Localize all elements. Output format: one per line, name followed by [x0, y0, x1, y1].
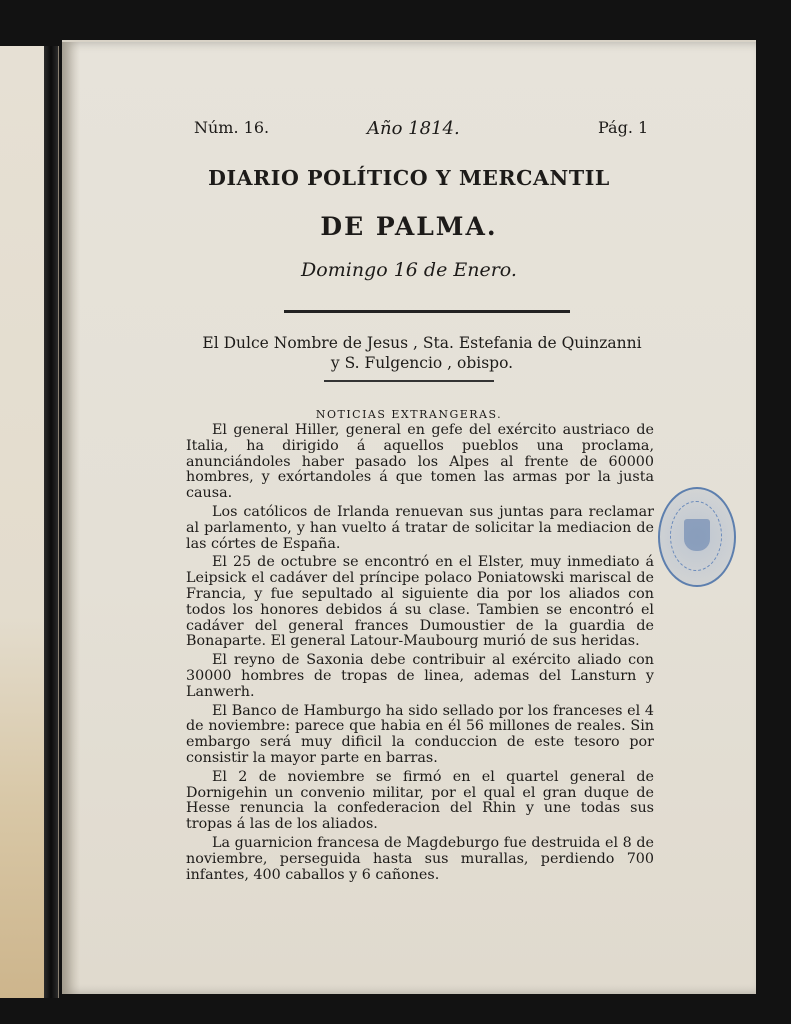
- page-number: Pág. 1: [598, 118, 649, 137]
- masthead-title-line1: DIARIO POLÍTICO Y MERCANTIL: [208, 166, 610, 190]
- paragraph: El Banco de Hamburgo ha sido sellado por los franceses el 4 de noviembre: parece que habia en él 56 millones de reales. Sin embargo será muy dificil la conduccion de este tesoro por consistir la mayor parte en barras.: [186, 702, 654, 766]
- newspaper-page: [62, 40, 756, 994]
- header-rule: [284, 310, 570, 313]
- saints-of-the-day: El Dulce Nombre de Jesus , Sta. Estefania de Quinzanni y S. Fulgencio , obispo.: [202, 334, 642, 372]
- paragraph: El 2 de noviembre se firmó en el quartel general de Dornigehin un convenio militar, por el qual el gran duque de Hesse renuncia la confederacion del Rhin y une todas sus tropas á las de los aliados.: [186, 768, 654, 833]
- coat-of-arms-icon: [684, 519, 710, 551]
- paragraph: El 25 de octubre se encontró en el Elster, muy inmediato á Leipsick el cadáver del príncipe polaco Poniatowski mariscal de Francia, y fue sepultado al siguiente dia por los aliados con todos los honores debidos á su clase. Tambien se encontró el cadáver del general frances Dumoustier de la guardia de Bonaparte. El general Latour-Maubourg murió de sus heridas.: [186, 554, 654, 650]
- issue-date: Domingo 16 de Enero.: [301, 259, 517, 281]
- section-heading: NOTICIAS EXTRANGERAS.: [315, 408, 503, 421]
- article-body: [186, 423, 654, 886]
- issue-year: Año 1814.: [367, 118, 460, 139]
- library-stamp: [658, 487, 736, 587]
- paragraph: El general Hiller, general en gefe del exército austriaco de Italia, ha dirigido á aquellos pueblos una proclama, anunciándoles haber pasado los Alpes al frente de 60000 hombres, y exórtandoles á que tomen las armas por la justa causa.: [186, 422, 654, 502]
- issue-number: Núm. 16.: [194, 118, 270, 137]
- masthead-title-line2: DE PALMA.: [320, 212, 498, 241]
- paragraph: El reyno de Saxonia debe contribuir al exército aliado con 30000 hombres de tropas de linea, ademas del Lansturn y Lanwerh.: [186, 652, 654, 700]
- paragraph: La guarnicion francesa de Magdeburgo fue destruida el 8 de noviembre, perseguida hasta sus murallas, perdiendo 700 infantes, 400 caballos y 6 cañones.: [186, 834, 654, 883]
- saints-rule: [324, 380, 494, 382]
- book-spine: [44, 46, 58, 998]
- paragraph: Los católicos de Irlanda renuevan sus juntas para reclamar al parlamento, y han vuelto á tratar de solicitar la mediacion de las córtes de España.: [186, 503, 654, 552]
